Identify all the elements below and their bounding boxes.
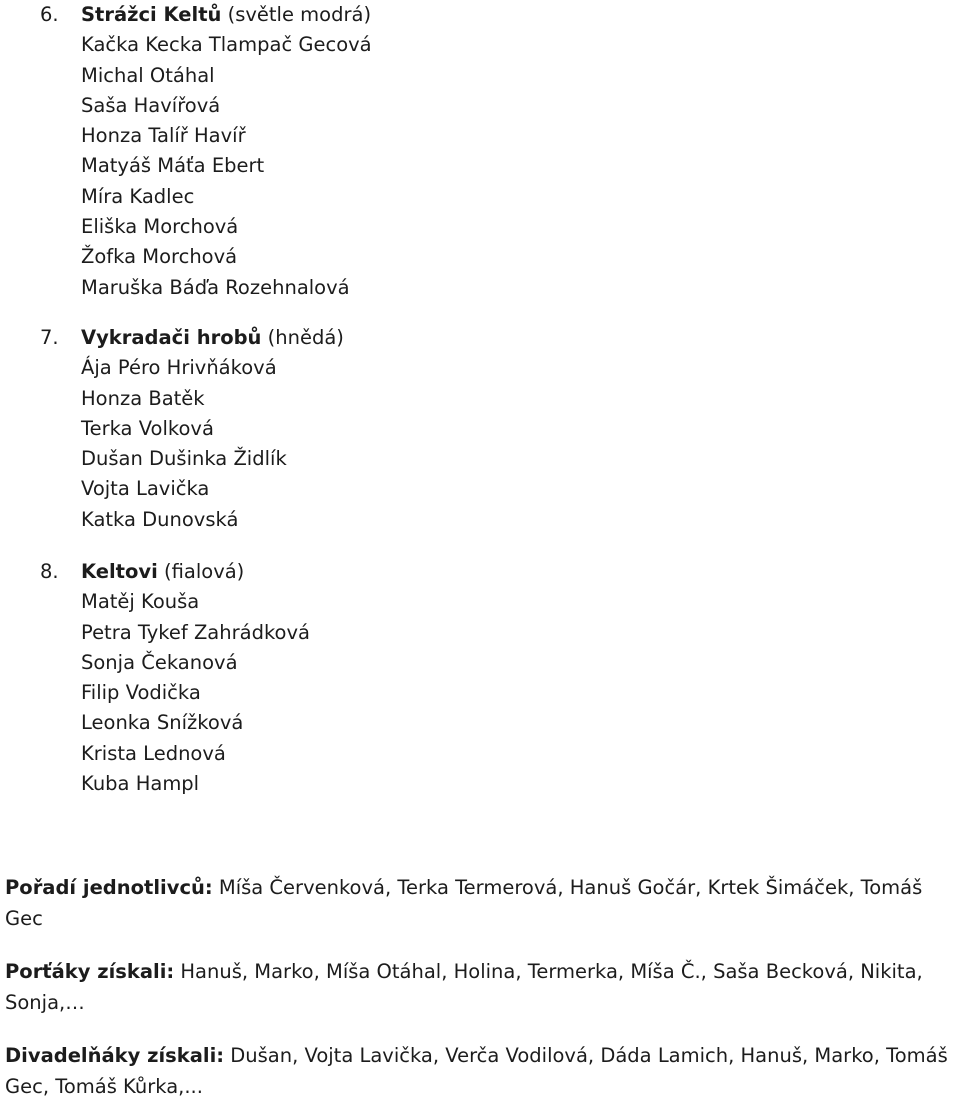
portaky-awards-paragraph xyxy=(5,956,955,1018)
team-name: Keltovi xyxy=(81,560,158,583)
team-section-8 xyxy=(0,557,960,799)
member-name: Maruška Báďa Rozehnalová xyxy=(81,275,350,299)
member-name: Krista Lednová xyxy=(81,741,226,765)
member-name: Filip Vodička xyxy=(81,681,201,705)
member-name: Honza Talíř Havíř xyxy=(81,124,246,148)
individual-ranking-paragraph xyxy=(5,872,955,934)
team-title xyxy=(81,323,344,353)
team-title xyxy=(81,0,371,30)
member-name: Míra Kadlec xyxy=(81,184,195,208)
member-name: Terka Volková xyxy=(81,416,214,440)
member-name: Leonka Snížková xyxy=(81,711,244,735)
team-name: Strážci Keltů xyxy=(81,3,222,26)
team-heading xyxy=(0,0,960,30)
team-number: 7. xyxy=(40,326,59,349)
member-list xyxy=(0,30,960,303)
team-number: 6. xyxy=(40,3,59,26)
divadelnaky-awards-paragraph xyxy=(5,1040,955,1102)
member-name: Eliška Morchová xyxy=(81,215,239,239)
member-name: Ája Péro Hrivňáková xyxy=(81,356,277,380)
team-title xyxy=(81,557,244,587)
member-name: Kačka Kecka Tlampač Gecová xyxy=(81,33,372,57)
member-name: Katka Dunovská xyxy=(81,507,239,531)
member-name: Petra Tykef Zahrádková xyxy=(81,620,310,644)
portaky-awards-label: Porťáky získali: xyxy=(5,960,175,983)
team-number: 8. xyxy=(40,560,59,583)
team-section-6 xyxy=(0,0,960,303)
divadelnaky-awards-text: Dušan, Vojta Lavička, Verča Vodilová, Dáda Lamich, Hanuš, Marko, Tomáš Gec, Tomáš Kůrka,... xyxy=(5,1044,948,1098)
individual-ranking-text: Míša Červenková, Terka Termerová, Hanuš Gočár, Krtek Šimáček, Tomáš Gec xyxy=(5,876,923,930)
divadelnaky-awards-label: Divadelňáky získali: xyxy=(5,1044,225,1067)
member-name: Matyáš Máťa Ebert xyxy=(81,154,265,178)
individual-ranking-label: Pořadí jednotlivců: xyxy=(5,876,213,899)
portaky-awards-text: Hanuš, Marko, Míša Otáhal, Holina, Termerka, Míša Č., Saša Becková, Nikita, Sonja,… xyxy=(5,960,923,1014)
team-heading xyxy=(0,323,960,353)
member-name: Michal Otáhal xyxy=(81,63,215,87)
team-color: (světle modrá) xyxy=(227,3,372,26)
member-name: Sonja Čekanová xyxy=(81,650,238,674)
team-color: (fialová) xyxy=(164,560,245,583)
member-list xyxy=(0,353,960,535)
member-name: Kuba Hampl xyxy=(81,772,200,796)
member-list xyxy=(0,587,960,799)
team-section-7 xyxy=(0,323,960,535)
member-name: Žofka Morchová xyxy=(81,245,238,269)
member-name: Matěj Kouša xyxy=(81,590,200,614)
team-color: (hnědá) xyxy=(267,326,344,349)
member-name: Saša Havířová xyxy=(81,93,221,117)
member-name: Vojta Lavička xyxy=(81,477,210,501)
member-name: Dušan Dušinka Židlík xyxy=(81,447,287,471)
member-name: Honza Batěk xyxy=(81,386,205,410)
team-name: Vykradači hrobů xyxy=(81,326,262,349)
team-heading xyxy=(0,557,960,587)
